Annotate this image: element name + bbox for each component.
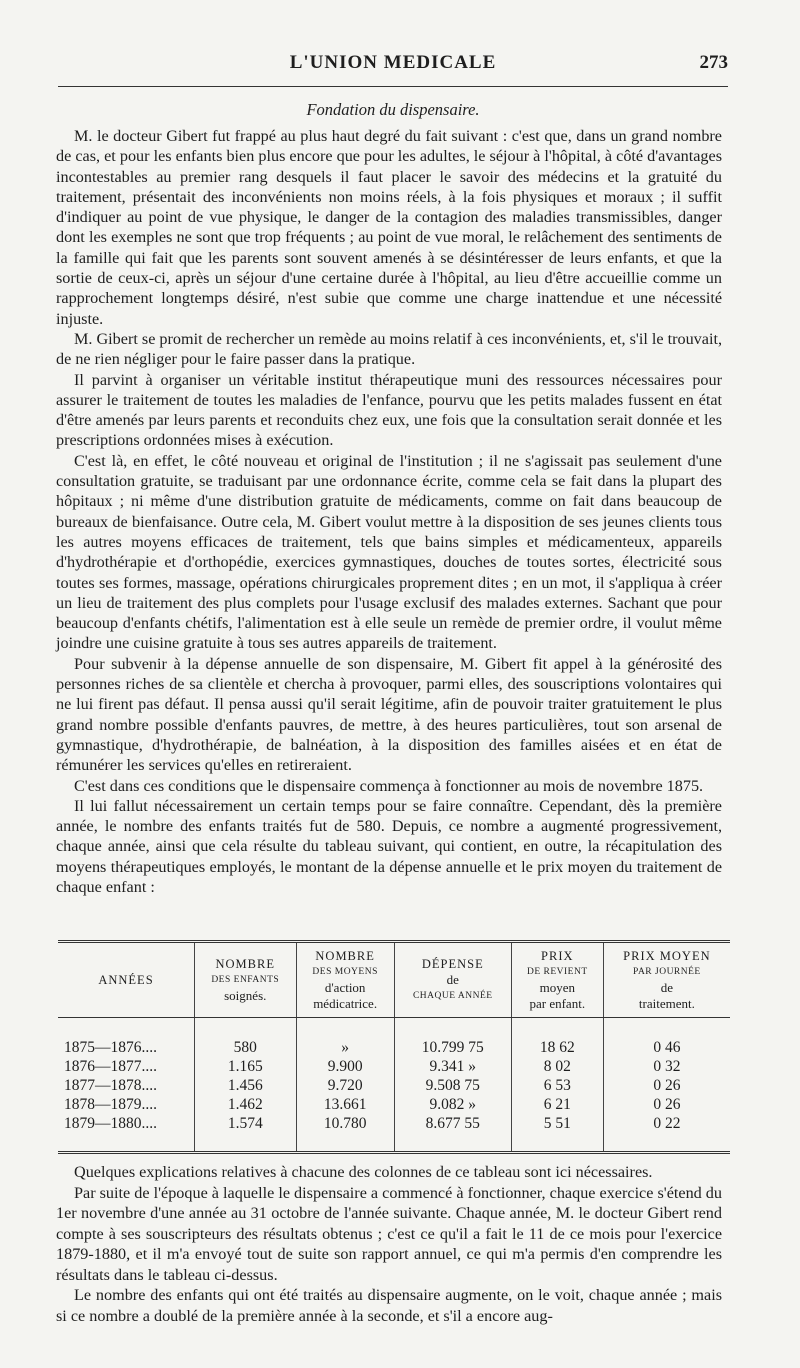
cell-children: 580 bbox=[195, 1018, 297, 1058]
cell-cost: 8 02 bbox=[511, 1057, 603, 1076]
cell-year: 1878—1879.... bbox=[64, 1096, 157, 1113]
paragraph: M. le docteur Gibert fut frappé au plus haut degré du fait suivant : c'est que, dans un grand nombre de cas, et pour les enfants bien plus encore que pour les adultes, le séjour à l'hôpital, à côté d'avantages incontestables au premier rang desquels il faut placer le savoir des médecins et la gratuité du traitement, présentait des inconvénients non moins réels, à la fois physiques et moraux ; il suffit d'indiquer au point de vue physique, le danger de la contagion des maladies transmissibles, danger dont les exemples ne sont que trop fréquents ; au point de vue moral, le relâchement des sentiments de la famille qui fait que les parents sont souvent amenés à se désintéresser de leurs enfants, et que la sortie de ceux-ci, après un séjour d'une certaine durée à l'hôpital, au lieu d'être accueillie comme un rapprochement longtemps désiré, n'est subie que comme une charge inattendue et une nécessité injuste. bbox=[56, 127, 722, 328]
cell-cost: 5 51 bbox=[511, 1114, 603, 1153]
cell-means: 9.720 bbox=[296, 1076, 394, 1095]
cell-expense: 9.341 » bbox=[394, 1057, 511, 1076]
col-header-children: NOMBRE DES ENFANTS soignés. bbox=[195, 942, 297, 1018]
paragraph: Le nombre des enfants qui ont été traités au dispensaire augmente, on le voit, chaque année ; mais si ce nombre a doublé de la première année à la seconde, et s'il a encore aug- bbox=[56, 1286, 722, 1325]
cell-daily: 0 26 bbox=[603, 1095, 730, 1114]
cell-children: 1.456 bbox=[195, 1076, 297, 1095]
cell-expense: 9.508 75 bbox=[394, 1076, 511, 1095]
paragraph: Par suite de l'époque à laquelle le dispensaire a commencé à fonctionner, chaque exercice s'étend du 1er novembre d'une année au 31 octobre de l'année suivante. Chaque année, M. le docteur Gibert rend compte à ses souscripteurs des résultats obtenus ; c'est ce qu'il a fait le 11 de ce mois pour l'exercice 1879-1880, et il m'a envoyé tout de suite son rapport annuel, ce qui m'a permis d'en comprendre les résultats dans le tableau ci-dessus. bbox=[56, 1183, 722, 1284]
paragraph: C'est dans ces conditions que le dispensaire commença à fonctionner au mois de novembre 1875. bbox=[74, 776, 704, 795]
cell-expense: 8.677 55 bbox=[394, 1114, 511, 1153]
cell-children: 1.165 bbox=[195, 1057, 297, 1076]
paragraph: Pour subvenir à la dépense annuelle de son dispensaire, M. Gibert fit appel à la générosité des personnes riches de sa clientèle et chercha à provoquer, parmi elles, des souscriptions volontaires qui ne lui firent pas défaut. Il pensa aussi qu'il serait légitime, afin de pouvoir traiter gratuitement le plus grand nombre possible d'enfants pauvres, de mettre, à des heures particulières, tout son arsenal de gymnastique, d'hydrothérapie, de balnéation, à la disposition des familles aisées et en état de rémunérer les services qu'elles en retireraient. bbox=[56, 654, 722, 775]
cell-year: 1875—1876.... bbox=[64, 1039, 157, 1056]
cell-means: » bbox=[296, 1018, 394, 1058]
table-row bbox=[58, 1114, 730, 1153]
running-header bbox=[58, 52, 728, 78]
paragraph: C'est là, en effet, le côté nouveau et original de l'institution ; il ne s'agissait pas seulement d'une consultation gratuite, se traduisant par une ordonnance écrite, comme cela se fait dans la plupart des hôpitaux ; ni même d'une distribution gratuite de médicaments, comme on fait dans beaucoup de bureaux de bienfaisance. Outre cela, M. Gibert voulut mettre à la disposition de ses jeunes clients tous les autres moyens efficaces de traitement, tels que bains simples et médicamenteux, appareils d'hydrothérapie et d'orthopédie, exercices gymnastiques, douches de toutes sortes, électricité sous toutes ses formes, massage, opérations chirurgicales proprement dites ; en un mot, il s'appliqua à créer un lieu de traitement des plus complets pour l'usage exclusif des malades externes. Sachant que pour beaucoup d'enfants chétifs, l'alimentation est à elle seule un remède de premier ordre, il voulut même joindre une cuisine gratuite à tous ses autres appareils de traitement. bbox=[56, 451, 722, 653]
table-row bbox=[58, 1095, 730, 1114]
cell-cost: 6 21 bbox=[511, 1095, 603, 1114]
statistics-table-wrap bbox=[58, 940, 730, 1154]
table-row bbox=[58, 1057, 730, 1076]
table-row bbox=[58, 1018, 730, 1058]
col-header-means: NOMBRE DES MOYENS d'action médicatrice. bbox=[296, 942, 394, 1018]
col-header-daily: PRIX MOYEN PAR JOURNÉE de traitement. bbox=[603, 942, 730, 1018]
cell-children: 1.574 bbox=[195, 1114, 297, 1153]
cell-means: 10.780 bbox=[296, 1114, 394, 1153]
col-header-expense: DÉPENSE de CHAQUE ANNÉE bbox=[394, 942, 511, 1018]
cell-year: 1877—1878.... bbox=[64, 1077, 157, 1094]
cell-cost: 6 53 bbox=[511, 1076, 603, 1095]
col-header-years: ANNÉES bbox=[58, 942, 195, 1018]
table-header-row bbox=[58, 942, 730, 1018]
journal-title: L'UNION MEDICALE bbox=[289, 52, 497, 73]
cell-daily: 0 46 bbox=[603, 1018, 730, 1058]
paragraph: M. Gibert se promit de rechercher un remède au moins relatif à ces inconvénients, et, s'il le trouvait, de ne rien négliger pour le faire passer dans la pratique. bbox=[56, 329, 722, 369]
cell-children: 1.462 bbox=[195, 1095, 297, 1114]
header-rule bbox=[58, 86, 728, 87]
body-text-before-table bbox=[56, 126, 722, 897]
cell-expense: 10.799 75 bbox=[394, 1018, 511, 1058]
cell-expense: 9.082 » bbox=[394, 1095, 511, 1114]
cell-means: 13.661 bbox=[296, 1095, 394, 1114]
statistics-table bbox=[58, 940, 730, 1154]
page-number: 273 bbox=[699, 52, 728, 73]
cell-year: 1876—1877.... bbox=[64, 1058, 157, 1075]
col-header-cost: PRIX DE REVIENT moyen par enfant. bbox=[511, 942, 603, 1018]
cell-means: 9.900 bbox=[296, 1057, 394, 1076]
paragraph: Il lui fallut nécessairement un certain temps pour se faire connaître. Cependant, dès la première année, le nombre des enfants traités fut de 580. Depuis, ce nombre a augmenté progressivement, chaque année, ainsi que cela résulte du tableau suivant, qui contient, en outre, la récapitulation des moyens thérapeutiques employés, le montant de la dépense annuelle et le prix moyen du traitement de chaque enfant : bbox=[56, 796, 722, 896]
paragraph: Il parvint à organiser un véritable institut thérapeutique muni des ressources nécessaires pour assurer le traitement de toutes les maladies de l'enfance, pourvu que les petits malades fussent en état d'être amenés par leurs parents et reconduits chez eux, une fois que la consultation serait donnée et les prescriptions ordonnées mises à exécution. bbox=[56, 370, 722, 450]
cell-daily: 0 32 bbox=[603, 1057, 730, 1076]
body-text-after-table bbox=[56, 1162, 722, 1326]
section-title: Fondation du dispensaire. bbox=[306, 100, 480, 119]
paragraph: Quelques explications relatives à chacune des colonnes de ce tableau sont ici nécessaires. bbox=[74, 1163, 653, 1181]
cell-cost: 18 62 bbox=[511, 1018, 603, 1058]
cell-daily: 0 26 bbox=[603, 1076, 730, 1095]
cell-year: 1879—1880.... bbox=[64, 1115, 157, 1132]
table-row bbox=[58, 1076, 730, 1095]
cell-daily: 0 22 bbox=[603, 1114, 730, 1153]
